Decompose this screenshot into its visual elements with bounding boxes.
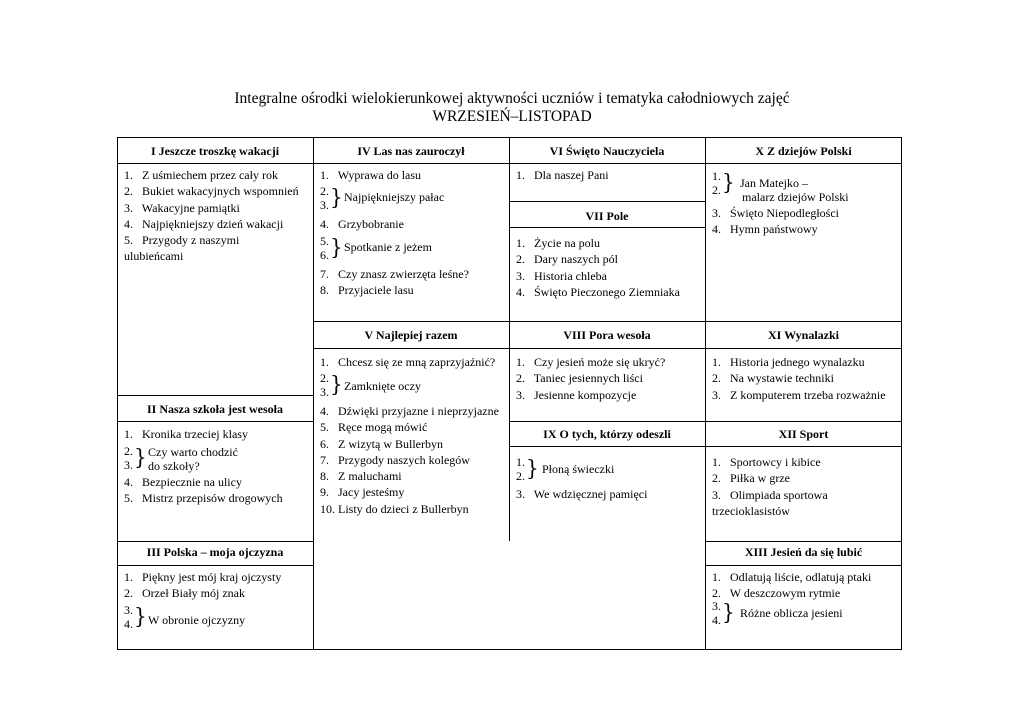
block-iv-list-mid <box>320 216 404 232</box>
block-iv-list <box>320 167 421 183</box>
row-divider <box>509 446 902 447</box>
list-item: 3. Wakacyjne pamiątki <box>124 200 240 215</box>
brace-icon: } <box>722 169 735 195</box>
block-i-list <box>124 167 299 265</box>
list-item: 1. Czy jesień może się ukryć? <box>516 355 666 369</box>
list-item: 4. Grzybobranie <box>320 217 404 231</box>
list-item: 3. Historia chleba <box>516 268 607 283</box>
brace-icon: } <box>330 371 343 397</box>
header-block-iv: IV Las nas zauroczył <box>357 144 465 158</box>
row-divider <box>509 421 902 422</box>
list-item: 9. Jacy jesteśmy <box>320 485 405 500</box>
list-item: 10. Listy do dzieci z Bullerbyn <box>320 501 469 516</box>
block-viii-list <box>516 354 665 403</box>
block-vii-list <box>516 235 680 300</box>
brace-icon: } <box>330 184 343 210</box>
list-item: 2. Bukiet wakacyjnych wspomnień <box>124 184 299 199</box>
block-ii-list <box>124 426 248 442</box>
row-divider <box>117 395 313 396</box>
list-item: 8. Z maluchami <box>320 469 402 484</box>
header-block-vii: VII Pole <box>585 209 629 223</box>
document-subtitle: WRZESIEŃ–LISTOPAD <box>432 108 592 125</box>
list-item: 1. Sportowcy i kibice <box>712 455 821 469</box>
list-item: 5. Mistrz przepisów drogowych <box>124 491 283 506</box>
list-item: 3. Olimpiada sportowa <box>712 487 828 502</box>
block-v-list <box>320 354 495 370</box>
header-block-vi: VI Święto Nauczyciela <box>549 144 665 158</box>
list-item: 1. Dla naszej Pani <box>516 168 609 182</box>
block-x-list-rest <box>712 205 839 238</box>
list-item: 2. Dary naszych pól <box>516 252 618 267</box>
list-item: 1. Odlatują liście, odlatują ptaki <box>712 570 872 584</box>
list-item: 1. Wyprawa do lasu <box>320 168 422 182</box>
column-divider <box>313 137 314 650</box>
brace-icon: } <box>134 444 147 470</box>
list-item: 3. Jesienne kompozycje <box>516 387 637 402</box>
row-divider <box>117 163 902 164</box>
header-block-v: V Najlepiej razem <box>364 328 458 342</box>
list-item: 2. Orzeł Biały mój znak <box>124 586 245 601</box>
header-block-ii: II Nasza szkoła jest wesoła <box>147 402 283 416</box>
brace-icon: } <box>526 455 539 481</box>
row-divider <box>313 321 902 322</box>
list-item: 7. Przygody naszych kolegów <box>320 452 470 467</box>
row-divider <box>705 565 902 566</box>
block-xiii-list <box>712 569 871 602</box>
list-item: 1. Piękny jest mój kraj ojczysty <box>124 570 282 584</box>
list-item: 6. Z wizytą w Bullerbyn <box>320 436 443 451</box>
header-block-xii: XII Sport <box>778 427 829 441</box>
row-divider <box>509 201 705 202</box>
list-item: 1. Kronika trzeciej klasy <box>124 427 248 441</box>
list-item: 2. Na wystawie techniki <box>712 371 834 386</box>
list-item-continuation: ulubieńcami <box>124 249 184 264</box>
row-divider <box>313 348 902 349</box>
list-item: 5. Ręce mogą mówić <box>320 420 428 435</box>
list-item: 4. Dźwięki przyjazne i nieprzyjazne <box>320 404 499 418</box>
column-divider <box>705 137 706 650</box>
row-divider <box>705 541 902 542</box>
list-item: 3. We wdzięcznej pamięci <box>516 487 648 501</box>
header-block-viii: VIII Pora wesoła <box>563 328 651 342</box>
block-xi-list <box>712 354 886 403</box>
list-item-continuation: trzecioklasistów <box>712 503 790 518</box>
list-item: 8. Przyjaciele lasu <box>320 283 414 298</box>
row-divider <box>117 541 313 542</box>
header-block-xi: XI Wynalazki <box>767 328 839 342</box>
brace-icon: } <box>330 234 343 260</box>
block-v-list-rest <box>320 403 499 517</box>
list-item: 1. Historia jednego wynalazku <box>712 355 865 369</box>
list-item: 4. Święto Pieczonego Ziemniaka <box>516 284 680 299</box>
list-item: 3. Święto Niepodległości <box>712 206 839 220</box>
header-block-x: X Z dziejów Polski <box>755 144 852 158</box>
list-item: 2. Taniec jesiennych liści <box>516 371 643 386</box>
row-divider <box>117 421 313 422</box>
block-xii-list <box>712 454 828 519</box>
header-block-i: I Jeszcze troszkę wakacji <box>150 144 280 158</box>
block-ii-list-rest <box>124 474 283 507</box>
list-item: 1. Chcesz się ze mną zaprzyjaźnić? <box>320 355 496 369</box>
header-block-xiii: XIII Jesień da się lubić <box>744 545 863 559</box>
brace-icon: } <box>134 603 147 629</box>
block-iii-list <box>124 569 281 602</box>
block-vi-list <box>516 167 609 183</box>
list-item: 4. Hymn państwowy <box>712 222 818 237</box>
header-block-ix: IX O tych, którzy odeszli <box>543 427 671 441</box>
list-item: 3. Z komputerem trzeba rozważnie <box>712 387 886 402</box>
document-title: Integralne ośrodki wielokierunkowej aktywności uczniów i tematyka całodniowych zajęć <box>234 90 790 107</box>
list-item: 4. Najpiękniejszy dzień wakacji <box>124 216 284 231</box>
list-item: 4. Bezpiecznie na ulicy <box>124 475 242 489</box>
list-item: 2. Piłka w grze <box>712 471 790 486</box>
block-ix-list-rest <box>516 486 647 502</box>
brace-icon: } <box>722 599 735 625</box>
list-item: 1. Z uśmiechem przez cały rok <box>124 168 278 182</box>
header-block-iii: III Polska – moja ojczyzna <box>146 545 284 559</box>
list-item: 5. Przygody z naszymi <box>124 233 240 248</box>
row-divider <box>509 227 705 228</box>
list-item: 7. Czy znasz zwierzęta leśne? <box>320 267 469 281</box>
block-iv-list-rest <box>320 266 469 299</box>
list-item: 2. W deszczowym rytmie <box>712 586 841 601</box>
list-item: 1. Życie na polu <box>516 236 600 250</box>
row-divider <box>117 565 313 566</box>
